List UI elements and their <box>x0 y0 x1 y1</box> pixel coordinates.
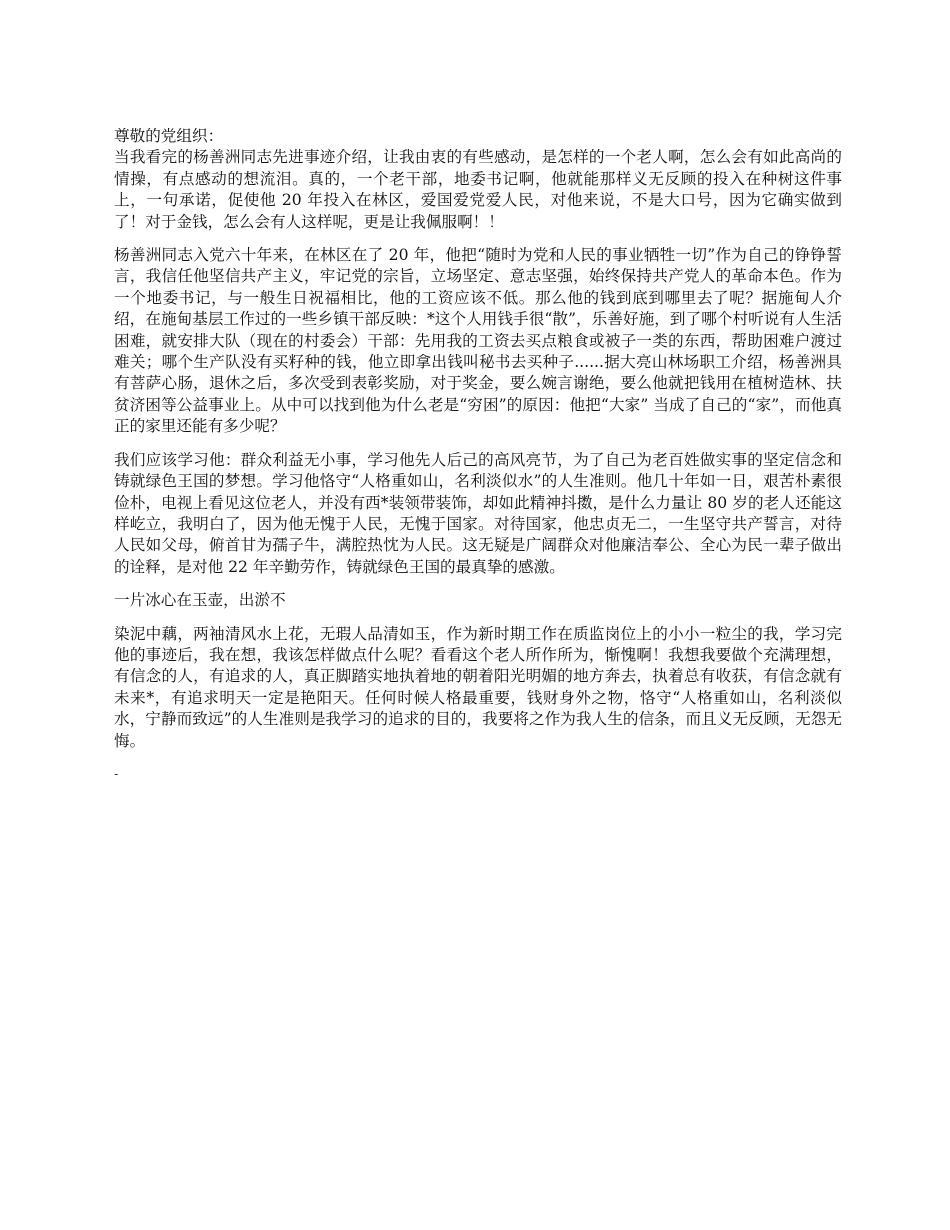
paragraph-5: 染泥中藕，两袖清风水上花，无瑕人品清如玉，作为新时期工作在质监岗位上的小小一粒尘的我，学习完他的事迹后，我在想，我该怎样做点什么呢？看看这个老人所作所为，惭愧啊！我想我要做个充满理想，有信念的人，有追求的人，真正脚踏实地执着地的朝着阳光明媚的地方奔去，执着总有收获，有信念就有未来*，有追求明天一定是艳阳天。任何时候人格最重要，钱财身外之物，恪守“人格重如山，名利淡似水，宁静而致远”的人生准则是我学习的追求的目的，我要将之作为我人生的信条，而且义无反顾，无怨无悔。 <box>114 624 842 750</box>
document-body <box>114 126 842 785</box>
trailing-dash: - <box>114 766 119 781</box>
paragraph-3: 我们应该学习他：群众利益无小事，学习他先人后己的高风亮节，为了自己为老百姓做实事的坚定信念和铸就绿色王国的梦想。学习他恪守“人格重如山，名利淡似水”的人生准则。他几十年如一日，艰苦朴素很俭朴，电视上看见这位老人，并没有西*装领带装饰，却如此精神抖擞，是什么力量让 80 岁的老人还能这样屹立，我明白了，因为他无愧于人民，无愧于国家。对待国家，他忠贞无二，一生坚守共产誓言，对待人民如父母，俯首甘为孺子牛，满腔热忱为人民。这无疑是广阔群众对他廉洁奉公、全心为民一辈子做出的诠释，是对他 22 年辛勤劳作，铸就绿色王国的最真挚的感激。 <box>114 450 842 576</box>
paragraph-1: 当我看完的杨善洲同志先进事迹介绍，让我由衷的有些感动，是怎样的一个老人啊，怎么会有如此高尚的情操，有点感动的想流泪。真的，一个老干部，地委书记啊，他就能那样义无反顾的投入在种树这件事上，一句承诺，促使他 20 年投入在林区，爱国爱党爱人民，对他来说，不是大口号，因为它确实做到了！对于金钱，怎么会有人这样呢，更是让我佩服啊！！ <box>114 148 842 231</box>
paragraph-4: 一片冰心在玉壶，出淤不 <box>114 591 286 610</box>
paragraph-2: 杨善洲同志入党六十年来，在林区在了 20 年，他把“随时为党和人民的事业牺牲一切”作为自己的铮铮誓言，我信任他坚信共产主义，牢记党的宗旨，立场坚定、意志坚强，始终保持共产党人的革命本色。作为一个地委书记，与一般生日祝福相比，他的工资应该不低。那么他的钱到底到哪里去了呢？据施甸人介绍，在施甸基层工作过的一些乡镇干部反映：*这个人用钱手很“散”，乐善好施，到了哪个村听说有人生活困难，就安排大队（现在的村委会）干部：先用我的工资去买点粮食或被子一类的东西，帮助困难户渡过难关；哪个生产队没有买籽种的钱，他立即拿出钱叫秘书去买种子......据大亮山林场职工介绍，杨善洲具有菩萨心肠，退休之后，多次受到表彰奖励，对于奖金，要么婉言谢绝，要么他就把钱用在植树造林、扶贫济困等公益事业上。从中可以找到他为什么老是“穷困”的原因：他把“大家” 当成了自己的“家”，而他真正的家里还能有多少呢？ <box>114 246 842 436</box>
greeting: 尊敬的党组织： <box>114 127 224 145</box>
